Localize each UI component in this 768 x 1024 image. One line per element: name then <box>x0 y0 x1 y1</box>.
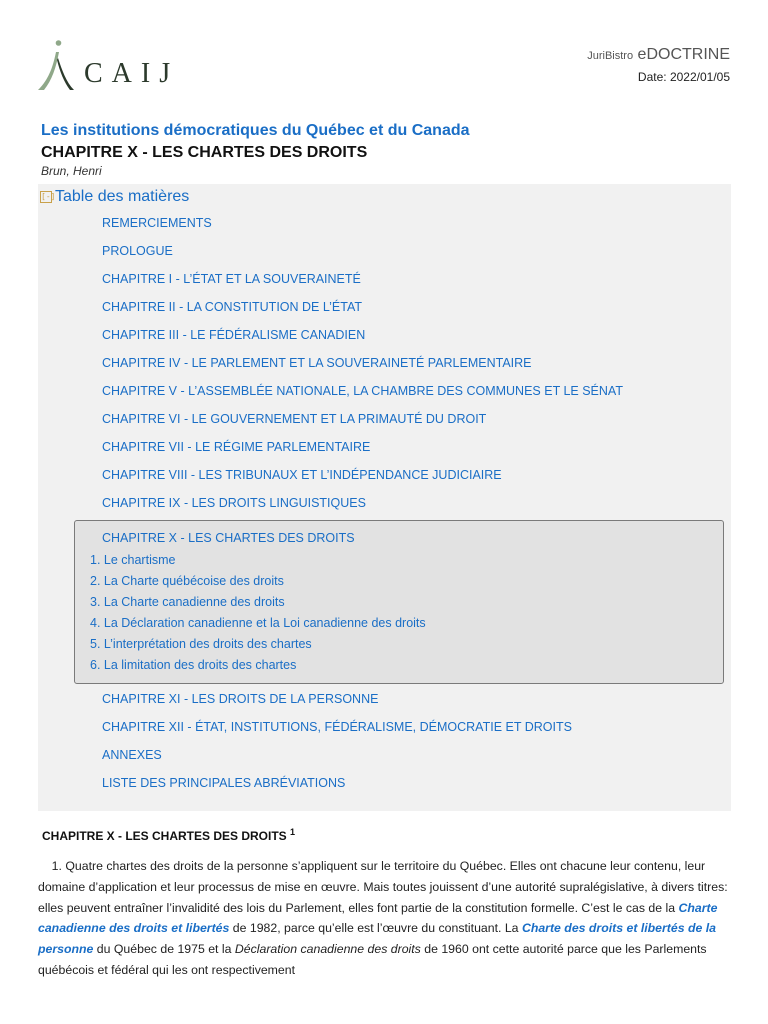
toc-item-chapitre-3[interactable]: CHAPITRE III - LE FÉDÉRALISME CANADIEN <box>102 328 366 342</box>
link-charte-quebecoise[interactable]: Charte des droits et libertés de la personne <box>38 921 717 957</box>
document-meta <box>587 46 730 84</box>
toc-item-chapitre-9[interactable]: CHAPITRE IX - LES DROITS LINGUISTIQUES <box>102 496 366 510</box>
caij-logo-icon <box>36 38 76 92</box>
author-name: Brun, Henri <box>41 164 102 178</box>
toc-item-prologue[interactable]: PROLOGUE <box>102 244 173 258</box>
toc-item-chapitre-6[interactable]: CHAPITRE VI - LE GOUVERNEMENT ET LA PRIMAUTÉ DU DROIT <box>102 412 487 426</box>
toc-section-2[interactable]: 2. La Charte québécoise des droits <box>90 574 284 588</box>
toc-item-abreviations[interactable]: LISTE DES PRINCIPALES ABRÉVIATIONS <box>102 776 346 790</box>
footnote-marker[interactable]: 1 <box>290 827 296 837</box>
toc-current-chapter <box>74 520 724 684</box>
paragraph-text-start: 1. Quatre chartes des droits de la personne s’appliquent sur le territoire du Québec. Elles ont chacune leur contenu, leur domaine d’application et leur processus de mise en œuvre. Mais toutes jouissent d’une autorité supralégislative, à divers titres: elles peuvent entraîner l’invalidité des lois du Parlement, elles font partie de la constitution formelle. C’est le cas de la <box>38 859 728 915</box>
toc-section-5[interactable]: 5. L’interprétation des droits des chartes <box>90 637 312 651</box>
document-date: Date: 2022/01/05 <box>637 70 730 84</box>
toc-section-4[interactable]: 4. La Déclaration canadienne et la Loi canadienne des droits <box>90 616 426 630</box>
document-header <box>0 0 768 110</box>
section-heading-text: CHAPITRE X - LES CHARTES DES DROITS <box>42 829 287 843</box>
brand-juribistro: JuriBistro <box>587 50 634 62</box>
toc-section-3[interactable]: 3. La Charte canadienne des droits <box>90 595 285 609</box>
book-title-link[interactable]: Les institutions démocratiques du Québec et du Canada <box>41 122 470 139</box>
table-of-contents <box>38 184 731 811</box>
toc-item-chapitre-4[interactable]: CHAPITRE IV - LE PARLEMENT ET LA SOUVERAINETÉ PARLEMENTAIRE <box>102 356 532 370</box>
toc-item-remerciements[interactable]: REMERCIEMENTS <box>102 216 212 230</box>
link-charte-canadienne[interactable]: Charte canadienne des droits et libertés <box>38 900 718 936</box>
toc-title[interactable]: Table des matières <box>55 188 190 205</box>
toc-item-chapitre-2[interactable]: CHAPITRE II - LA CONSTITUTION DE L’ÉTAT <box>102 300 362 314</box>
toc-header[interactable] <box>40 188 189 206</box>
paragraph-text-mid-2: du Québec de 1975 et la <box>93 942 235 957</box>
paragraph-text-mid-1: de 1982, parce qu’elle est l’œuvre du constituant. La <box>229 921 522 936</box>
logo-wordmark: CAIJ <box>84 58 180 89</box>
chapter-title: CHAPITRE X - LES CHARTES DES DROITS <box>41 144 368 161</box>
caij-logo[interactable] <box>36 38 179 92</box>
collapse-toggle-icon[interactable]: [-] <box>41 192 56 201</box>
brand-edoctrine: eDOCTRINE <box>637 46 730 63</box>
toc-item-annexes[interactable]: ANNEXES <box>102 748 162 762</box>
toc-section-6[interactable]: 6. La limitation des droits des chartes <box>90 658 297 672</box>
product-brand <box>587 46 730 64</box>
toc-item-chapitre-10[interactable]: CHAPITRE X - LES CHARTES DES DROITS <box>102 531 355 545</box>
toc-item-chapitre-12[interactable]: CHAPITRE XII - ÉTAT, INSTITUTIONS, FÉDÉRALISME, DÉMOCRATIE ET DROITS <box>102 720 572 734</box>
toc-item-chapitre-1[interactable]: CHAPITRE I - L’ÉTAT ET LA SOUVERAINETÉ <box>102 272 361 286</box>
section-heading <box>42 827 295 843</box>
body-paragraph <box>38 856 730 981</box>
declaration-title: Déclaration canadienne des droits <box>234 942 421 957</box>
toc-item-chapitre-7[interactable]: CHAPITRE VII - LE RÉGIME PARLEMENTAIRE <box>102 440 371 454</box>
toc-item-chapitre-8[interactable]: CHAPITRE VIII - LES TRIBUNAUX ET L’INDÉPENDANCE JUDICIAIRE <box>102 468 502 482</box>
toc-item-chapitre-11[interactable]: CHAPITRE XI - LES DROITS DE LA PERSONNE <box>102 692 379 706</box>
paragraph-text-end: de 1960 ont cette autorité parce que les Parlements québécois et fédéral qui les ont respectivement <box>38 942 707 977</box>
toc-section-1[interactable]: 1. Le chartisme <box>90 553 176 567</box>
toc-item-chapitre-5[interactable]: CHAPITRE V - L’ASSEMBLÉE NATIONALE, LA CHAMBRE DES COMMUNES ET LE SÉNAT <box>102 384 623 398</box>
